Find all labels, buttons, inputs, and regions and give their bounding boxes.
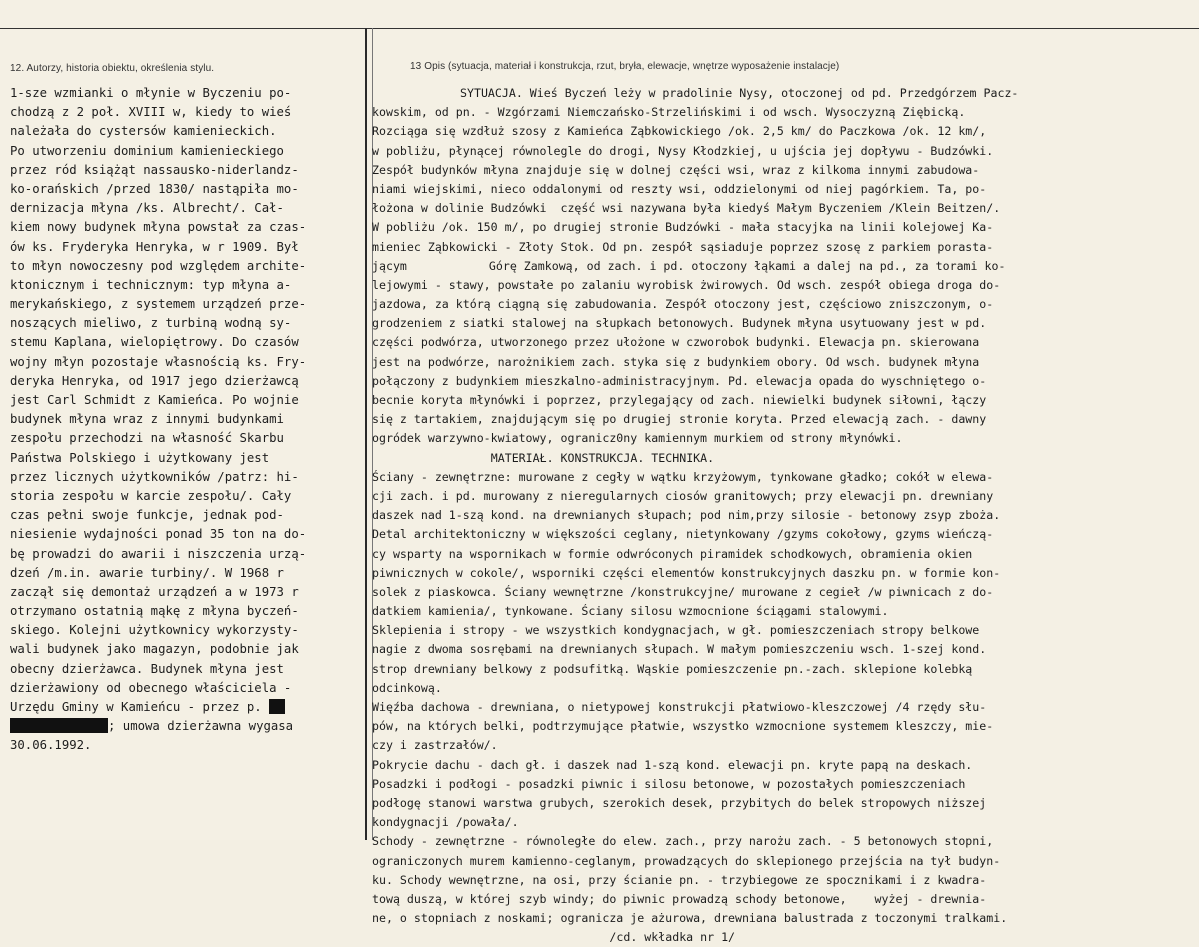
description-line: cji zach. i pd. murowany z nieregularnych ciosów granitowych; przy elewacji pn. drewniany bbox=[372, 488, 994, 503]
description-line: łożona w dolinie Budzówki część wsi nazywana była kiedyś Małym Byczeniem /Klein Beitzen/. bbox=[372, 201, 1001, 216]
description-line: jest na podwórze, narożnikiem zach. styka się z budynkiem obory. Od wsch. budynek młyna bbox=[372, 354, 980, 369]
description-line: tową duszą, w której szyb windy; do piwnic prowadzą schody betonowe, wyżej - drewnia- bbox=[372, 891, 987, 906]
history-line: budynek młyna wraz z innymi budynkami bbox=[10, 412, 284, 427]
description-line: kowskim, od pn. - Wzgórzami Niemczańsko-Strzelińskimi i od wsch. Wysoczyzną Ziębicką. bbox=[372, 105, 966, 120]
history-line: chodzą z 2 poł. XVIII w, kiedy to wieś bbox=[10, 105, 292, 120]
description-line: W pobliżu /ok. 150 m/, po drugiej stronie Budzówki - mała stacyjka na linii kolejowej Ka- bbox=[372, 220, 994, 235]
description-line: becnie koryta młynówki i poprzez, przylegający od zach. niewielki budynek siłowni, łączy bbox=[372, 393, 987, 407]
redaction-block bbox=[269, 699, 285, 714]
description-line: datkiem kamienia/, tynkowane. Ściany silosu wzmocnione ściągami stalowymi. bbox=[372, 604, 889, 619]
description-line: strop drewniany belkowy z podsufitką. Wąskie pomieszczenie pn.-zach. sklepione kolebką bbox=[372, 661, 973, 676]
history-line: zespołu przechodzi na własność Skarbu bbox=[10, 431, 284, 446]
history-line: dzeń /m.in. awarie turbiny/. W 1968 r bbox=[10, 565, 284, 580]
history-line: merykańskiego, z systemem urządzeń prze- bbox=[10, 297, 307, 312]
history-line: otrzymano ostatnią mąkę z młyna byczeń- bbox=[10, 604, 299, 619]
history-line: stemu Kaplana, wielopiętrowy. Do czasów bbox=[10, 335, 299, 350]
history-line: Państwa Polskiego i użytkowany jest bbox=[10, 450, 270, 465]
field-label-description: 13 Opis (sytuacja, materiał i konstrukcja, rzut, bryła, elewacje, wnętrze wyposażenie instalacje) bbox=[410, 61, 840, 72]
description-line-text: jącym bbox=[372, 258, 407, 273]
description-line: daszek nad 1-szą kond. na drewnianych słupach; pod nim,przy silosie - betonowy zsyp zboża. bbox=[372, 508, 1001, 523]
description-line: odcinkową. bbox=[372, 680, 442, 695]
column-divider bbox=[365, 28, 367, 840]
description-line: Sklepienia i stropy - we wszystkich kondygnacjach, w gł. pomieszczeniach stropy belkowe bbox=[372, 623, 980, 638]
description-line: Pokrycie dachu - dach gł. i daszek nad 1-szą kond. elewacji pn. kryte papą na deskach. bbox=[372, 757, 973, 772]
description-line bbox=[372, 257, 1194, 276]
section-heading: MATERIAŁ. KONSTRUKCJA. TECHNIKA. bbox=[407, 450, 715, 465]
history-line: storia zespołu w karcie zespołu/. Cały bbox=[10, 488, 292, 503]
description-line: mieniec Ząbkowicki - Złoty Stok. Od pn. zespół sąsiaduje poprzez szosę z parkiem porasta- bbox=[372, 239, 994, 254]
description-line: Detal architektoniczny w większości ceglany, nietynkowany /gzyms cokołowy, gzyms wieńczą- bbox=[372, 527, 994, 542]
history-line: dernizacja młyna /ks. Albrecht/. Cał- bbox=[10, 201, 284, 216]
description-column bbox=[372, 84, 1194, 947]
history-line: noszących mieliwo, z turbiną wodną sy- bbox=[10, 316, 292, 331]
description-line: piwnicznych w cokole/, wsporniki części elementów konstrukcyjnych daszku pn. w formie kon- bbox=[372, 565, 1001, 580]
history-line: należała do cystersów kamienieckich. bbox=[10, 124, 277, 139]
history-line: przez ród książąt nassausko-niderlandz- bbox=[10, 162, 299, 177]
history-line: zaczął się demontaż urządzeń a w 1973 r bbox=[10, 584, 299, 599]
history-line: jest Carl Schmidt z Kamieńca. Po wojnie bbox=[10, 393, 299, 407]
history-line-text: Urzędu Gminy w Kamieńcu - przez p. bbox=[10, 700, 262, 714]
description-line: połączony z budynkiem mieszkalno-administracyjnym. Pd. elewacja opada do wyschniętego o- bbox=[372, 373, 987, 388]
description-line: cy wsparty na wspornikach w formie odwróconych piramidek schodkowych, obramienia okien bbox=[372, 546, 973, 561]
description-line: lejowymi - stawy, powstałe po zalaniu wyrobisk żwirowych. Od wsch. zespół obiega droga do- bbox=[372, 277, 1001, 292]
history-line: ów ks. Fryderyka Henryka, w r 1909. Był bbox=[10, 239, 299, 254]
description-line: pów, na których belki, podtrzymujące płatwie, wszystko wzmocnione systemem kleszczy, mie- bbox=[372, 719, 994, 734]
description-line: Więźba dachowa - drewniana, o nietypowej konstrukcji płatwiowo-kleszczowej /4 rzędy słu- bbox=[372, 700, 987, 714]
history-line: dzierżawiony od obecnego właściciela - bbox=[10, 680, 292, 695]
description-line: niami wiejskimi, nieco oddalonymi od reszty wsi, oddzielonymi od niej pagórkiem. Ta, po- bbox=[372, 181, 987, 196]
history-line: 1-sze wzmianki o młynie w Byczeniu po- bbox=[10, 86, 292, 100]
description-line: ograniczonych murem kamienno-ceglanym, prowadzących do sklepionego przejścia na tył budyn- bbox=[372, 853, 1001, 868]
description-line-text: Górę Zamkową, od zach. i pd. otoczony łąkami a dalej na pd., za torami ko- bbox=[488, 258, 1006, 273]
history-line bbox=[10, 717, 362, 736]
description-line: Posadzki i podłogi - posadzki piwnic i silosu betonowe, w pozostałych pomieszczeniach bbox=[372, 776, 966, 791]
history-line: ko-orańskich /przed 1830/ nastąpiła mo- bbox=[10, 181, 299, 196]
history-line: czas pełni swoje funkcje, jednak pod- bbox=[10, 508, 284, 523]
history-column bbox=[10, 84, 362, 756]
description-line: kondygnacji /powała/. bbox=[372, 815, 519, 830]
history-line: Po utworzeniu dominium kamienieckiego bbox=[10, 143, 284, 158]
description-line: części podwórza, utworzonego przez ułożone w czworobok budynki. Elewacja pn. skierowana bbox=[372, 335, 980, 350]
description-line: podłogę stanowi warstwa grubych, szerokich desek, przybitych do belek stropowych niższej bbox=[372, 795, 987, 810]
description-line: ogródek warzywno-kwiatowy, ogranicz0ny kamiennym murkiem od strony młynówki. bbox=[372, 431, 903, 446]
description-line: ku. Schody wewnętrzne, na osi, przy ścianie pn. - trzybiegowe ze spocznikami i z kwadra- bbox=[372, 872, 987, 887]
history-line: kiem nowy budynek młyna powstał za czas- bbox=[10, 220, 307, 235]
continuation-note: /cd. wkładka nr 1/ bbox=[400, 930, 736, 945]
description-line: ne, o stopniach z noskami; ogranicza je ażurowa, drewniana balustrada z toczonymi tralkami. bbox=[372, 911, 1008, 926]
history-line: niesienie wydajności ponad 35 ton na do- bbox=[10, 527, 307, 542]
history-line: przez licznych użytkowników /patrz: hi- bbox=[10, 469, 299, 484]
redaction-block bbox=[10, 718, 108, 733]
description-line: w pobliżu, płynącej równolegle do drogi, Nysy Kłodzkiej, u ujścia jej dopływu - Budzówki. bbox=[372, 143, 994, 158]
description-line: SYTUACJA. Wieś Byczeń leży w pradolinie Nysy, otoczonej od pd. Przedgórzem Pacz- bbox=[460, 86, 1019, 100]
description-line: nagie z dwoma sosrębami na drewnianych słupach. W małym pomieszczeniu wsch. 1-szej kond. bbox=[372, 642, 987, 657]
description-line: solek z piaskowca. Ściany wewnętrzne /konstrukcyjne/ murowane z cegieł /w piwnicach z do- bbox=[372, 584, 994, 599]
history-line: skiego. Kolejni użytkownicy wykorzysty- bbox=[10, 623, 299, 638]
description-line: Ściany - zewnętrzne: murowane z cegły w wątku krzyżowym, tynkowane gładko; cokół w elewa- bbox=[372, 469, 994, 484]
history-line: wojny młyn pozostaje własnością ks. Fry- bbox=[10, 354, 307, 369]
history-line: to młyn nowoczesny pod względem archite- bbox=[10, 258, 307, 273]
description-line: grodzeniem z siatki stalowej na słupkach betonowych. Budynek młyna usytuowany jest w pd. bbox=[372, 316, 987, 331]
history-line: deryka Henryka, od 1917 jego dzierżawcą bbox=[10, 373, 299, 388]
history-line: bę prowadzi do awarii i niszczenia urzą- bbox=[10, 546, 307, 561]
top-rule bbox=[0, 28, 1199, 29]
history-line: wali budynek jako magazyn, podobnie jak bbox=[10, 642, 299, 657]
history-line-text: ; umowa dzierżawna wygasa bbox=[108, 719, 294, 734]
description-line: czy i zastrzałów/. bbox=[372, 738, 498, 753]
description-line: Rozciąga się wzdłuż szosy z Kamieńca Ząbkowickiego /ok. 2,5 km/ do Paczkowa /ok. 12 km/, bbox=[372, 124, 987, 139]
description-line: Schody - zewnętrzne - równoległe do elew. zach., przy narożu zach. - 5 betonowych stopni, bbox=[372, 834, 994, 849]
description-line: jazdowa, za którą ciągną się zabudowania. Zespół otoczony jest, częściowo zniszczonym, o- bbox=[372, 297, 994, 312]
description-line: się z tartakiem, znajdującym się po drugiej stronie koryta. Przed elewacją zach. - dawny bbox=[372, 412, 987, 427]
history-line: ktonicznym i technicznym: typ młyna a- bbox=[10, 277, 292, 292]
history-line: 30.06.1992. bbox=[10, 738, 92, 753]
history-line: obecny dzierżawca. Budynek młyna jest bbox=[10, 661, 284, 676]
field-label-authors-history: 12. Autorzy, historia obiektu, określenia stylu. bbox=[10, 63, 215, 74]
history-line bbox=[10, 698, 362, 717]
description-line: Zespół budynków młyna znajduje się w dolnej części wsi, wraz z kilkoma innymi zabudowa- bbox=[372, 162, 980, 177]
